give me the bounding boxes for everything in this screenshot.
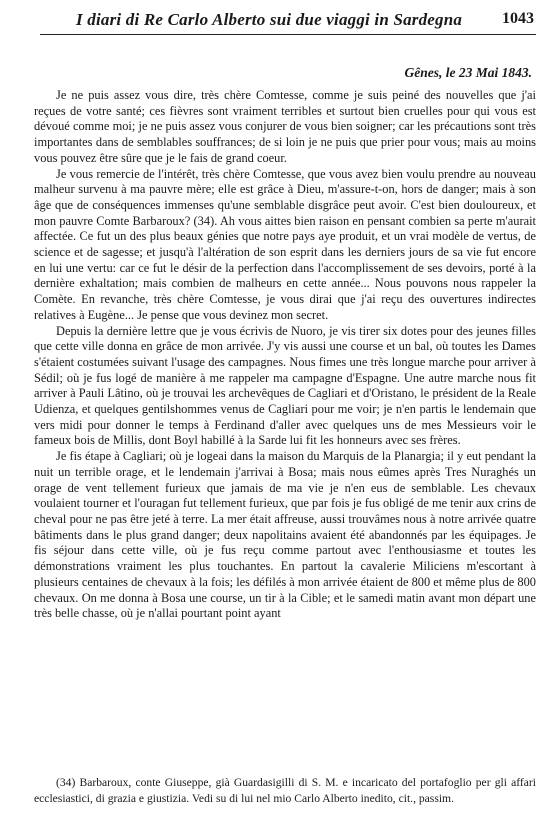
letter-body <box>34 88 536 622</box>
page-number: 1043 <box>502 10 534 27</box>
letter-dateline: Gênes, le 23 Mai 1843. <box>404 65 532 80</box>
footnote <box>34 775 536 806</box>
paragraph: Je vous remercie de l'intérêt, très chère Comtesse, que vous avez bien voulu prendre au nouveau malheur survenu à ma pauvre mère; elle est grâce à Dieu, m'assure-t-on, hors de danger; mais à son âge que de conséquences immenses qu'une semblable disgrâce peut avoir. C'est bien douloureux, et mon pauvre Comte Barbaroux? (34). Ah vous aittes bien raison en pensant combien sa perte m'aurait affectée. Ce fut un des plus beaux génies que notre pays aye produit, et un vrai modèle de vertus, de science et de sagesse; et jusqu'à l'altération de son esprit dans les derniers jours de sa vie fut encore en lui une vertu: car ce fut le désir de la perfection dans l'accomplissement de ses devoirs, porté à la dernière exhaltation; mais combien de malheurs en cette année... Nous pouvons nous rappeler la Comète. En revanche, très chère Comtesse, je vous dirai que j'ai reçu des ouvertures indirectes relatives à Eugène... Je pense que vous devinez mon secret. <box>34 166 536 322</box>
footnote-text: (34) Barbaroux, conte Giuseppe, già Guardasigilli di S. M. e incaricato del portafoglio per gli affari ecclesiastici, di grazia e giustizia. Vedi su di lui nel mio Carlo Alberto inedito, cit., passim. <box>34 776 536 805</box>
running-header <box>40 6 536 35</box>
running-title: I diari di Re Carlo Alberto sui due viaggi in Sardegna <box>76 10 463 29</box>
paragraph: Je ne puis assez vous dire, très chère Comtesse, comme je suis peiné des nouvelles que j'ai reçues de votre santé; ces fièvres sont vraiment terribles et surtout bien cruelles pour qui vous est dévoué comme moi; je ne puis assez vous conjurer de vous bien soigner; car les précautions sont très importantes dans de semblables souffrances; de si loin je ne puis que prier pour vous; mais au moins vous pouvez être sûre que je le fais de grand coeur. <box>34 88 536 165</box>
paragraph: Je fis étape à Cagliari; où je logeai dans la maison du Marquis de la Planargia; il y eut pendant la nuit un terrible orage, et le lendemain j'arrivai à Bosa; mais nous eûmes après Tres Nuraghés un orage de vent tellement furieux que jamais de ma vie je n'en eus de semblable. Les chevaux voulaient tourner et l'ouragan fut tellement furieux, que par fois je fus obligé de me tenir aux crins de cheval pour ne pas être jeté à terre. La mer était affreuse, aussi trouvâmes nous à notre arrivée quatre bâtiments dans le plus grand danger; deux napolitains avaient été abandonnés par les équipages. Je fis séjour dans cette ville, où je fus reçu comme partout avec l'enthousiasme et toutes les démonstrations vraiment les plus touchantes. En partout la cavalerie Miliciens m'escortant à plusieurs centaines de chevaux à la fois; les défilés à mon arrivée étaient de 800 et même plus de 800 chevaux. On me donna à Bosa une course, un tir à la Cible; et le samedi matin avant mon départ une très belle chasse, où je n'allai pourtant point ayant <box>34 449 536 621</box>
paragraph: Depuis la dernière lettre que je vous écrivis de Nuoro, je vis tirer six dotes pour des jeunes filles que cette ville donna en grâce de mon arrivée. J'y vis aussi une course et un bal, où toutes les Dames s'étaient costumées suivant l'usage des campagnes. Nous fimes une très longue marche pour arriver à Sédil; où je fus logé de manière à me rappeler ma campagne d'Espagne. Une autre marche nous fit arriver à Pauli Lâtino, où je trouvai les archevêques de Cagliari et d'Oristano, le président de la Reale Udienza, et quelques gentilshommes venus de Cagliari pour me voir; je n'en partis le lendemain que vers midi pour donner le temps à Ferdinand d'aller avec quelques uns de mes Messieurs voir le fameux bois de Millis, dont Boyl habillé à la Sarde lui fit les honneurs avec ses frères. <box>34 323 536 448</box>
